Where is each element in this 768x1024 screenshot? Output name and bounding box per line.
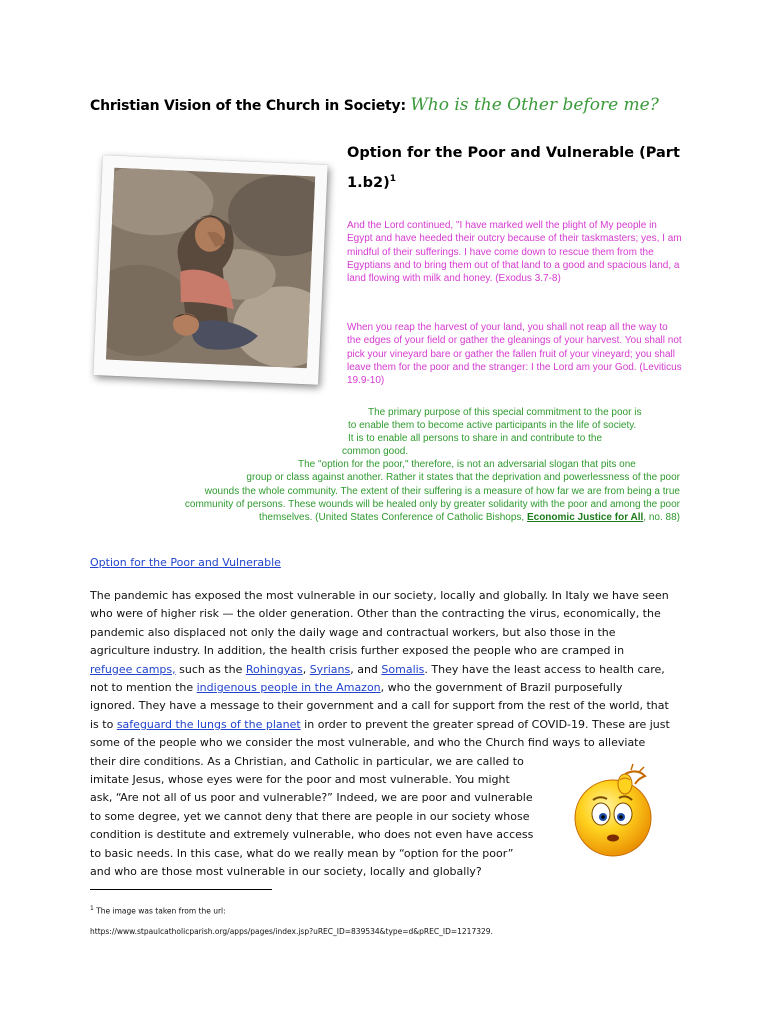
quote-line: common good. bbox=[342, 446, 409, 458]
title-main: Christian Vision of the Church in Society: bbox=[90, 98, 406, 114]
rohingyas-link[interactable]: Rohingyas bbox=[245, 662, 303, 676]
economic-justice-link[interactable]: Economic Justice for All bbox=[526, 511, 644, 523]
refugee-camps-link[interactable]: refugee camps, bbox=[90, 662, 176, 676]
footnote-line1 bbox=[90, 899, 730, 922]
quote-line: The primary purpose of this special commitment to the poor is bbox=[368, 407, 642, 418]
safeguard-lungs-link[interactable]: safeguard the lungs of the planet bbox=[116, 717, 301, 731]
body-text-fragment: in order to prevent the greater spread of COVID-19. These are just bbox=[300, 717, 670, 731]
body-line: pandemic also displaced not only the daily wage and contractual workers, but also those in the bbox=[90, 625, 616, 639]
scripture-exodus: And the Lord continued, "I have marked well the plight of My people in Egypt and have heeded their outcry because of their taskmasters; yes, I am mindful of their sufferings. I have come down to rescue them from the Egyptians and to bring them out of that land to a good and spacious land, a land flowing with milk and honey. (Exodus 3.7-8) bbox=[347, 220, 682, 285]
body-line: agriculture industry. In addition, the health crisis further exposed the people who are cramped in bbox=[90, 644, 625, 658]
footnote-url[interactable]: https://www.stpaulcatholicparish.org/apps/pages/index.jsp?uREC_ID=839534&type=d&pREC_ID=1217329. bbox=[90, 926, 493, 936]
scripture-leviticus: When you reap the harvest of your land, you shall not reap all the way to the edges of your field or gather the gleanings of your harvest. You shall not pick your vineyard bare or gather the fallen fruit of your vineyard; you shall leave them for the poor and the stranger: I the Lord am your God. (Leviticus 19.9-10) bbox=[347, 322, 682, 387]
body-text-fragment: is to bbox=[90, 717, 117, 731]
title-subtitle: Who is the Other before me? bbox=[410, 95, 659, 115]
section-heading-line1: Option for the Poor and Vulnerable (Part bbox=[347, 145, 680, 161]
children-photo bbox=[106, 168, 315, 369]
body-text-fragment: such as the bbox=[175, 662, 246, 676]
footnote-text: The image was taken from the url: bbox=[93, 906, 226, 916]
quote-line: It is to enable all persons to share in and contribute to the bbox=[348, 433, 603, 445]
quote-line: group or class against another. Rather it states that the deprivation and powerlessness of the poor bbox=[246, 472, 680, 484]
body-line: to some degree, yet we cannot deny that there are people in our society whose bbox=[90, 809, 530, 823]
body-text-fragment: , bbox=[302, 662, 310, 676]
option-for-poor-link[interactable]: Option for the Poor and Vulnerable bbox=[90, 556, 281, 569]
body-text-fragment: , who the government of Brazil purposefully bbox=[380, 681, 623, 695]
body-line: some of the people who we consider the most vulnerable, and who the Church find ways to alleviate bbox=[90, 736, 646, 750]
body-line: imitate Jesus, whose eyes were for the poor and most vulnerable. You might bbox=[90, 773, 510, 787]
body-line bbox=[90, 661, 710, 679]
footnote-marker: 1 bbox=[90, 905, 94, 912]
body-line: condition is destitute and extremely vulnerable, who does not even have access bbox=[90, 828, 534, 842]
quote-line: to enable them to become active participants in the life of society. bbox=[348, 420, 637, 432]
confused-face-icon bbox=[565, 762, 665, 862]
footnote bbox=[90, 899, 730, 942]
body-line: ask, “Are not all of us poor and vulnerable?” Indeed, we are poor and vulnerable bbox=[90, 791, 533, 805]
body-text-fragment: not to mention the bbox=[90, 681, 197, 695]
quote-line bbox=[185, 511, 680, 524]
footnote-reference[interactable]: 1 bbox=[389, 174, 396, 184]
body-line: The pandemic has exposed the most vulnerable in our society, locally and globally. In Italy we have seen bbox=[90, 589, 669, 602]
body-line: to basic needs. In this case, what do we really mean by “option for the poor” bbox=[90, 846, 514, 860]
quote-line: The "option for the poor," therefore, is not an adversarial slogan that pits one bbox=[298, 459, 636, 471]
children-photo-frame bbox=[93, 155, 327, 385]
body-line: who were of higher risk — the older generation. Other than the contracting the virus, economically, the bbox=[90, 607, 661, 621]
body-line: ignored. They have a message to their government and a call for support from the rest of the world, that bbox=[90, 699, 669, 713]
quote-line: community of persons. These wounds will be healed only by greater solidarity with the poor and among the poor bbox=[184, 498, 680, 510]
footnote-divider bbox=[90, 889, 272, 890]
quote-line: wounds the whole community. The extent of their suffering is a measure of how far we are from being a true bbox=[204, 485, 680, 497]
children-photo-illustration bbox=[106, 168, 315, 369]
body-line bbox=[90, 716, 710, 734]
syrians-link[interactable]: Syrians bbox=[309, 662, 351, 676]
section-heading-line2: 1.b2) bbox=[347, 174, 390, 191]
body-line: and who are those most vulnerable in our society, locally and globally? bbox=[90, 865, 482, 879]
bishops-quote bbox=[184, 406, 680, 524]
indigenous-amazon-link[interactable]: indigenous people in the Amazon bbox=[196, 681, 381, 695]
body-text-fragment: . They have the least access to health care, bbox=[424, 662, 665, 676]
quote-citation-prefix: themselves. (United States Conference of Catholic Bishops, bbox=[259, 511, 527, 523]
body-text-fragment: , and bbox=[350, 662, 382, 676]
quote-citation-suffix: , no. 88) bbox=[643, 511, 680, 523]
confused-face-illustration bbox=[565, 762, 665, 862]
section-heading bbox=[347, 140, 687, 196]
body-line: their dire conditions. As a Christian, and Catholic in particular, we are called to bbox=[90, 754, 524, 768]
body-line bbox=[90, 679, 710, 697]
page-title bbox=[90, 95, 730, 115]
somalis-link[interactable]: Somalis bbox=[381, 662, 425, 676]
